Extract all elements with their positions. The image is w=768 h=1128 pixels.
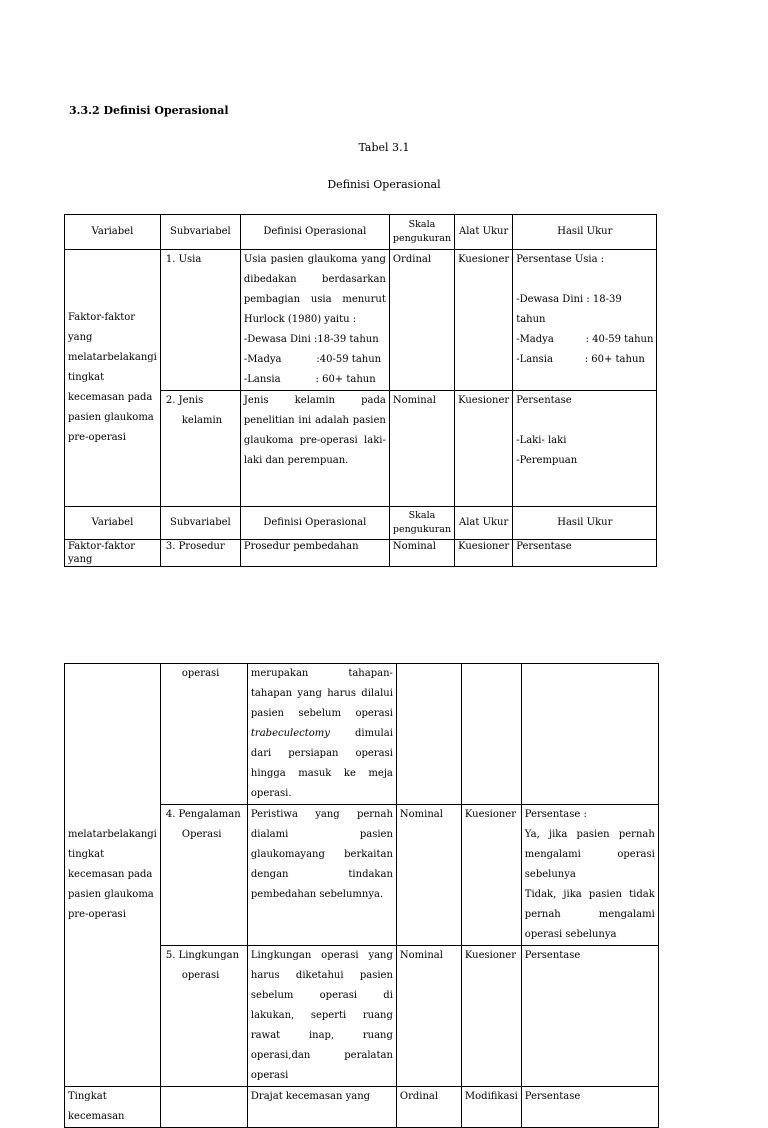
table-header-row-repeat [65,507,657,540]
definition-cell: Peristiwa yang pernah dialami pasien glaukomayang berkaitan dengan tindakan pembedahan sebelumnya. [247,805,396,946]
header-hasil-ukur: Hasil Ukur [513,215,657,250]
tool-cell [461,664,521,805]
scale-cell: Nominal [396,805,461,946]
result-cell: Persentase Usia : -Dewasa Dini : 18-39 tahun -Madya : 40-59 tahun -Lansia : 60+ tahun [513,250,657,391]
table-caption: Tabel 3.1 [358,141,410,154]
header-variabel: Variabel [65,215,161,250]
header-skala: Skala pengukuran [389,507,454,540]
result-cell [521,664,658,805]
table-row [65,250,657,391]
table-subcaption: Definisi Operasional [327,178,441,191]
result-cell: Persentase [513,540,657,567]
tool-cell: Kuesioner [461,946,521,1087]
scale-cell: Nominal [396,946,461,1087]
tool-cell: Kuesioner [455,391,513,507]
scale-cell: Nominal [389,540,454,567]
tool-cell: Kuesioner [455,540,513,567]
header-subvariabel: Subvariabel [160,507,240,540]
result-cell: Persentase [521,946,658,1087]
definition-emphasis: trabeculectomy [250,728,330,739]
tool-cell: Modifikasi [461,1087,521,1128]
definition-table-page-1 [64,214,657,567]
scale-cell: Ordinal [396,1087,461,1128]
subvariable-cell: 2. Jenis kelamin [160,391,240,507]
table-row [65,1087,659,1128]
definition-word: Prosedur pembedahan [243,541,359,552]
variable-cell: melatarbelakangi tingkat kecemasan pada pasien glaukoma pre-operasi [65,664,161,1087]
header-variabel: Variabel [65,507,161,540]
table-header-row [65,215,657,250]
header-subvariabel: Subvariabel [160,215,240,250]
subvariable-cell [160,1087,247,1128]
header-alat-ukur: Alat Ukur [455,215,513,250]
variable-cell: Faktor-faktor yang melatarbelakangi tingkat kecemasan pada pasien glaukoma pre-operasi [65,250,161,507]
definition-cell: Drajat kecemasan yang [247,1087,396,1128]
subvariable-cell: 5. Lingkungan operasi [160,946,247,1087]
result-cell: Persentase [521,1087,658,1128]
definition-cell: Lingkungan operasi yang harus diketahui pasien sebelum operasi di lakukan, seperti ruang rawat inap, ruang operasi,dan peralatan operasi [247,946,396,1087]
subvariable-cell: 4. Pengalaman Operasi [160,805,247,946]
scale-cell [396,664,461,805]
header-skala: Skala pengukuran [389,215,454,250]
scale-cell: Ordinal [389,250,454,391]
definition-text [244,540,386,553]
variable-cell: Tingkat kecemasan [65,1087,161,1128]
table-row [65,664,659,805]
definition-cell [240,540,389,567]
table-row [65,540,657,567]
header-definisi: Definisi Operasional [240,215,389,250]
header-alat-ukur: Alat Ukur [455,507,513,540]
result-cell: Persentase -Laki- laki -Perempuan [513,391,657,507]
tool-cell: Kuesioner [461,805,521,946]
definition-table-page-2 [64,663,659,1128]
header-hasil-ukur: Hasil Ukur [513,507,657,540]
header-definisi: Definisi Operasional [240,507,389,540]
definition-cell: merupakan tahapan-tahapan yang harus dilalui pasien sebelum operasi trabeculectomy dimulai dari persiapan operasi hingga masuk ke meja operasi. [247,664,396,805]
definition-cell: Jenis kelamin pada penelitian ini adalah pasien glaukoma pre-operasi laki-laki dan perempuan. [240,391,389,507]
result-cell: Persentase : Ya, jika pasien pernah mengalami operasi sebelunya Tidak, jika pasien tidak pernah mengalami operasi sebelunya [521,805,658,946]
variable-cell: Faktor-faktor yang [65,540,161,567]
subvariable-cell: 3. Prosedur [160,540,240,567]
subvariable-cell: 1. Usia [160,250,240,391]
section-heading: 3.3.2 Definisi Operasional [69,104,229,117]
definition-cell: Usia pasien glaukoma yang dibedakan berdasarkan pembagian usia menurut Hurlock (1980) yaitu : -Dewasa Dini :18-39 tahun -Madya :40-59 tahun -Lansia : 60+ tahun [240,250,389,391]
scale-cell: Nominal [389,391,454,507]
subvariable-cell: operasi [160,664,247,805]
tool-cell: Kuesioner [455,250,513,391]
